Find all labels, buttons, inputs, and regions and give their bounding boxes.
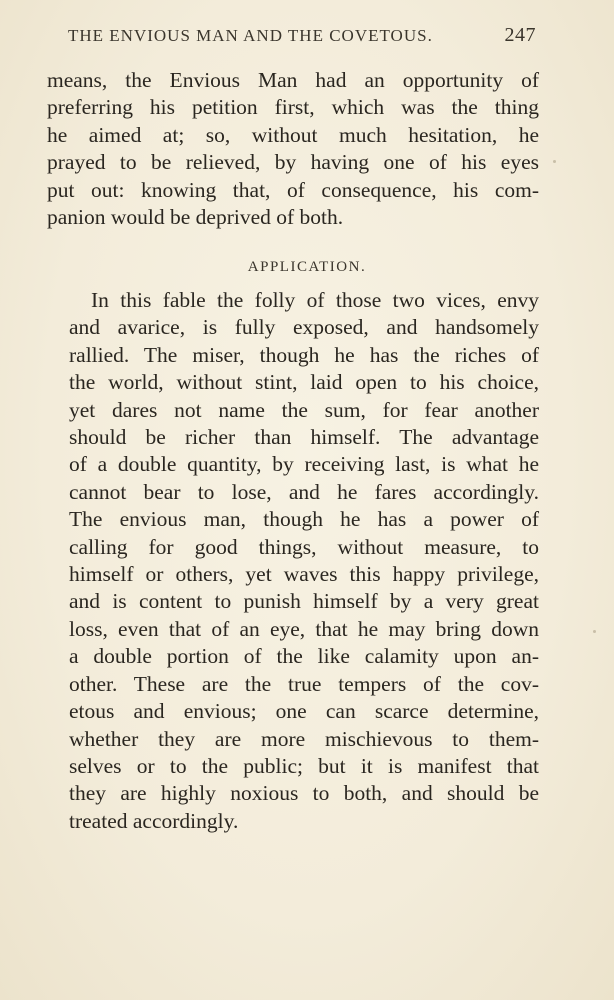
text-line: he aimed at; so, without much hesitation, he [47,122,539,147]
text-line: whether they are more mischievous to them- [69,726,539,751]
running-head [64,24,536,48]
text-line: yet dares not name the sum, for fear another [69,397,539,422]
paper-speck [553,160,556,163]
text-line: himself or others, yet waves this happy privilege, [69,562,539,587]
text-line: they are highly noxious to both, and should be [69,781,539,806]
text-line: selves or to the public; but it is manifest that [69,753,539,778]
text-line: loss, even that of an eye, that he may bring down [69,616,539,641]
text-line: of a double quantity, by receiving last, is what he [69,452,539,477]
text-line: and is content to punish himself by a very great [69,589,539,614]
text-line: put out: knowing that, of consequence, his com- [47,177,539,202]
text-line: prayed to be relieved, by having one of his eyes [47,150,539,175]
text-line: rallied. The miser, though he has the riches of [69,342,539,367]
text-line: and avarice, is fully exposed, and handsomely [69,315,539,340]
text-line: The envious man, though he has a power of [69,507,539,532]
text-line: panion would be deprived of both. [47,205,344,230]
text-line: cannot bear to lose, and he fares accordingly. [69,479,539,504]
text-line: etous and envious; one can scarce determine, [69,699,539,724]
text-line: calling for good things, without measure, to [69,534,539,559]
page-number: 247 [504,24,536,46]
text-line: treated accordingly. [69,808,239,833]
paragraph-continued [47,67,539,231]
running-head-title: THE ENVIOUS MAN AND THE COVETOUS. [68,26,433,45]
text-line: the world, without stint, laid open to his choice, [69,370,539,395]
text-line: a double portion of the like calamity upon an- [69,644,539,669]
text-line: other. These are the true tempers of the cov- [69,671,539,696]
text-line: preferring his petition first, which was the thing [47,95,539,120]
text-line: should be richer than himself. The advantage [69,425,539,450]
text-line: means, the Envious Man had an opportunity of [47,68,539,92]
section-heading: APPLICATION. [247,259,367,275]
text-line: In this fable the folly of those two vices, envy [91,288,539,312]
paper-speck [593,630,596,633]
application-paragraph [47,287,539,835]
